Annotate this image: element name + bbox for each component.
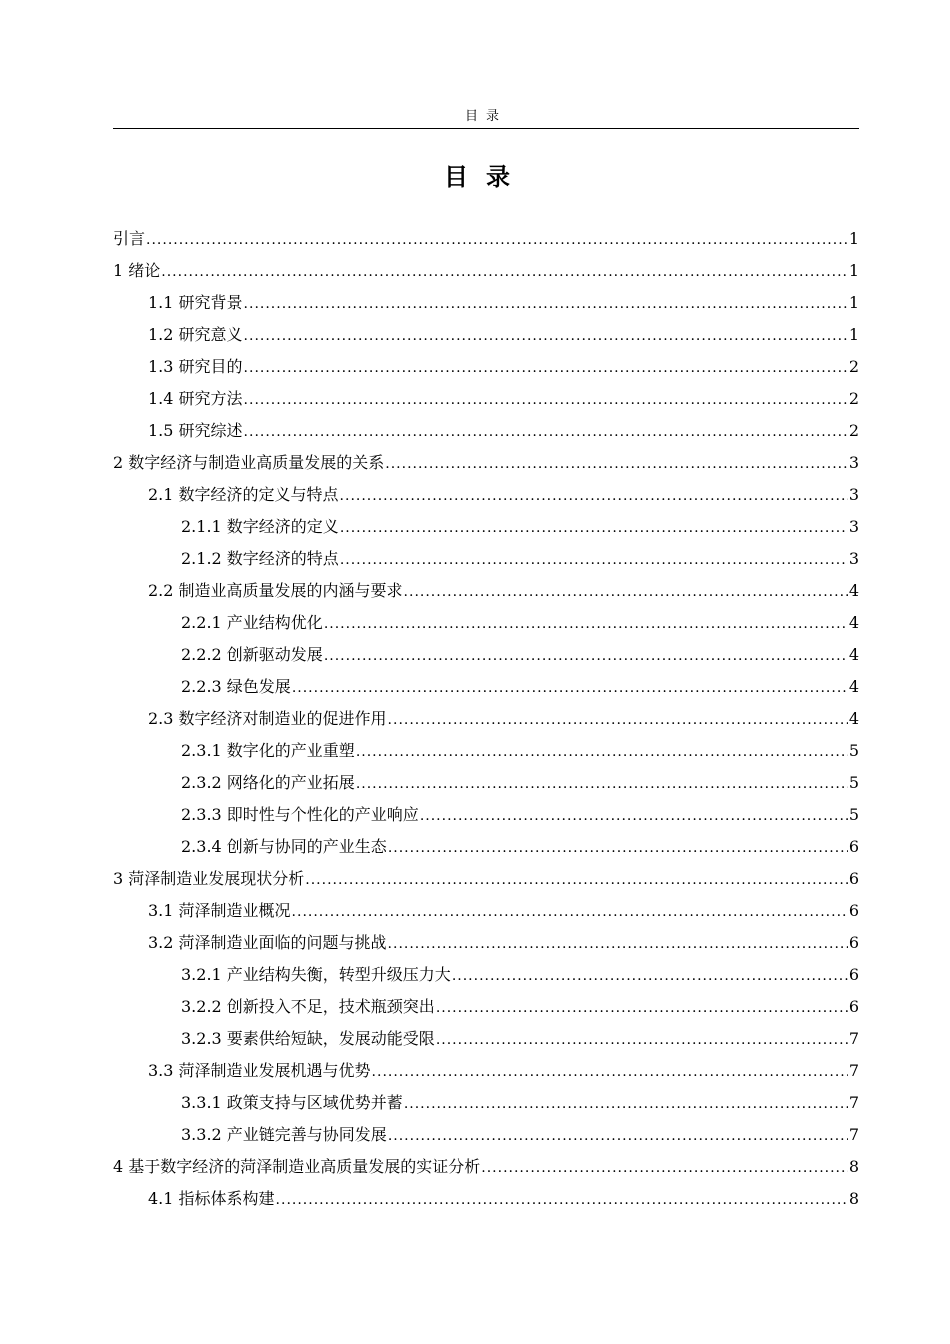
toc-entry[interactable]	[113, 1121, 859, 1153]
dot-leader	[305, 868, 848, 892]
toc-page-number: 5	[848, 805, 859, 824]
toc-entry-title: 2.3.2 网络化的产业拓展	[181, 773, 355, 792]
toc-entry[interactable]	[113, 673, 859, 705]
toc-entry[interactable]	[113, 513, 859, 545]
toc-entry-title: 1.5 研究综述	[148, 421, 243, 440]
toc-entry-title: 2.2.1 产业结构优化	[181, 613, 323, 632]
toc-page-number: 8	[848, 1157, 859, 1176]
dot-leader	[292, 676, 848, 700]
dot-leader	[356, 772, 848, 796]
dot-leader	[404, 1092, 848, 1116]
toc-entry-title: 引言	[113, 229, 146, 248]
toc-entry-title: 3.1 菏泽制造业概况	[148, 901, 291, 920]
dot-leader	[161, 260, 848, 284]
dot-leader	[404, 580, 848, 604]
toc-page-number: 5	[848, 741, 859, 760]
toc-page-number: 4	[848, 677, 859, 696]
toc-entry-title: 1.2 研究意义	[148, 325, 243, 344]
toc-entry[interactable]	[113, 1089, 859, 1121]
toc-entry[interactable]	[113, 417, 859, 449]
toc-page-number: 4	[848, 709, 859, 728]
toc-entry-title: 4 基于数字经济的菏泽制造业高质量发展的实证分析	[113, 1157, 481, 1176]
toc-entry[interactable]	[113, 545, 859, 577]
toc-entry-title: 2.2.3 绿色发展	[181, 677, 291, 696]
toc-entry[interactable]	[113, 449, 859, 481]
toc-entry-title: 3.3 菏泽制造业发展机遇与优势	[148, 1061, 371, 1080]
dot-leader	[388, 708, 848, 732]
toc-page-number: 3	[848, 453, 859, 472]
toc-page-number: 4	[848, 581, 859, 600]
toc-entry[interactable]	[113, 225, 859, 257]
toc-entry[interactable]	[113, 609, 859, 641]
toc-entry-title: 2.3 数字经济对制造业的促进作用	[148, 709, 387, 728]
toc-entry-title: 2.1 数字经济的定义与特点	[148, 485, 339, 504]
toc-entry-title: 2 数字经济与制造业高质量发展的关系	[113, 453, 385, 472]
toc-entry-title: 3.2.3 要素供给短缺，发展动能受限	[181, 1029, 435, 1048]
toc-entry[interactable]	[113, 769, 859, 801]
toc-page-number: 6	[848, 901, 859, 920]
toc-entry[interactable]	[113, 961, 859, 993]
dot-leader	[388, 932, 848, 956]
toc-page-number: 7	[848, 1029, 859, 1048]
toc-entry-title: 2.3.3 即时性与个性化的产业响应	[181, 805, 419, 824]
toc-entry[interactable]	[113, 833, 859, 865]
toc-entry[interactable]	[113, 929, 859, 961]
dot-leader	[420, 804, 848, 828]
toc-entry[interactable]	[113, 993, 859, 1025]
dot-leader	[340, 516, 848, 540]
toc-page-number: 1	[848, 325, 859, 344]
toc-page-number: 7	[848, 1093, 859, 1112]
dot-leader	[244, 324, 848, 348]
toc-entry-title: 3.2 菏泽制造业面临的问题与挑战	[148, 933, 387, 952]
toc-entry[interactable]	[113, 705, 859, 737]
toc-page-number: 8	[848, 1189, 859, 1208]
toc-entry[interactable]	[113, 385, 859, 417]
toc-entry[interactable]	[113, 321, 859, 353]
dot-leader	[244, 292, 848, 316]
dot-leader	[452, 964, 848, 988]
toc-entry-title: 3.3.2 产业链完善与协同发展	[181, 1125, 387, 1144]
toc-page-number: 1	[848, 293, 859, 312]
toc-entry[interactable]	[113, 577, 859, 609]
table-of-contents	[113, 225, 859, 1217]
toc-entry-title: 2.2.2 创新驱动发展	[181, 645, 323, 664]
toc-entry-title: 3.2.2 创新投入不足，技术瓶颈突出	[181, 997, 435, 1016]
dot-leader	[276, 1188, 848, 1212]
running-header: 目录	[464, 109, 507, 124]
toc-page-number: 7	[848, 1061, 859, 1080]
toc-page-number: 6	[848, 933, 859, 952]
toc-page-number: 1	[848, 229, 859, 248]
toc-page-number: 6	[848, 869, 859, 888]
toc-entry-title: 2.2 制造业高质量发展的内涵与要求	[148, 581, 403, 600]
toc-entry-title: 1.3 研究目的	[148, 357, 243, 376]
dot-leader	[324, 644, 848, 668]
toc-entry[interactable]	[113, 289, 859, 321]
toc-page-number: 3	[848, 549, 859, 568]
toc-entry-title: 2.1.1 数字经济的定义	[181, 517, 339, 536]
dot-leader	[324, 612, 848, 636]
toc-entry-title: 3.2.1 产业结构失衡，转型升级压力大	[181, 965, 451, 984]
toc-entry[interactable]	[113, 801, 859, 833]
toc-entry-title: 1.1 研究背景	[148, 293, 243, 312]
dot-leader	[436, 1028, 848, 1052]
toc-entry[interactable]	[113, 641, 859, 673]
toc-page-number: 3	[848, 485, 859, 504]
dot-leader	[436, 996, 848, 1020]
toc-page-number: 2	[848, 421, 859, 440]
toc-entry-title: 2.1.2 数字经济的特点	[181, 549, 339, 568]
toc-page-number: 3	[848, 517, 859, 536]
dot-leader	[244, 356, 848, 380]
dot-leader	[340, 548, 848, 572]
toc-entry-title: 2.3.4 创新与协同的产业生态	[181, 837, 387, 856]
dot-leader	[385, 452, 848, 476]
dot-leader	[292, 900, 848, 924]
dot-leader	[146, 228, 848, 252]
dot-leader	[356, 740, 848, 764]
toc-entry-title: 4.1 指标体系构建	[148, 1189, 275, 1208]
toc-page-number: 6	[848, 965, 859, 984]
dot-leader	[244, 420, 848, 444]
toc-page-number: 4	[848, 645, 859, 664]
toc-page-number: 4	[848, 613, 859, 632]
toc-page-number: 7	[848, 1125, 859, 1144]
toc-entry-title: 2.3.1 数字化的产业重塑	[181, 741, 355, 760]
toc-entry-title: 3.3.1 政策支持与区域优势并蓄	[181, 1093, 403, 1112]
toc-entry[interactable]	[113, 897, 859, 929]
toc-entry-title: 1.4 研究方法	[148, 389, 243, 408]
dot-leader	[340, 484, 848, 508]
toc-entry[interactable]	[113, 1153, 859, 1185]
toc-page-number: 1	[848, 261, 859, 280]
toc-entry[interactable]	[113, 257, 859, 289]
toc-entry-title: 3 菏泽制造业发展现状分析	[113, 869, 305, 888]
dot-leader	[388, 1124, 848, 1148]
dot-leader	[244, 388, 848, 412]
toc-page-number: 2	[848, 389, 859, 408]
dot-leader	[372, 1060, 848, 1084]
toc-entry[interactable]	[113, 353, 859, 385]
toc-page-number: 6	[848, 997, 859, 1016]
toc-entry-title: 1 绪论	[113, 261, 161, 280]
toc-page-number: 5	[848, 773, 859, 792]
toc-entry[interactable]	[113, 481, 859, 513]
page-title: 目录	[444, 162, 528, 191]
dot-leader	[481, 1156, 848, 1180]
dot-leader	[388, 836, 848, 860]
toc-entry[interactable]	[113, 1185, 859, 1217]
toc-entry[interactable]	[113, 737, 859, 769]
toc-page-number: 2	[848, 357, 859, 376]
toc-entry[interactable]	[113, 1025, 859, 1057]
toc-entry[interactable]	[113, 865, 859, 897]
toc-entry[interactable]	[113, 1057, 859, 1089]
header-rule	[113, 128, 859, 129]
toc-page-number: 6	[848, 837, 859, 856]
